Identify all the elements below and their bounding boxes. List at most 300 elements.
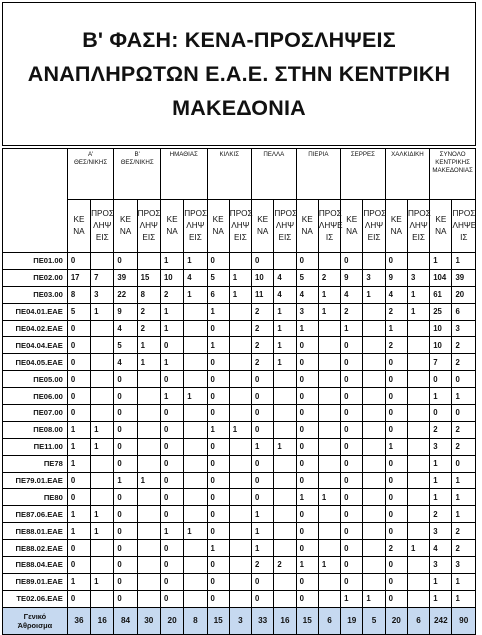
proslipseis-cell bbox=[184, 489, 207, 506]
kena-cell: 0 bbox=[385, 523, 407, 540]
kena-cell: 0 bbox=[114, 523, 137, 540]
region-name: ΠΕΛΛΑ bbox=[263, 151, 285, 158]
proslipseis-cell: 1 bbox=[363, 286, 385, 303]
proslipseis-cell: 4 bbox=[274, 269, 296, 286]
proslipseis-cell bbox=[229, 405, 251, 422]
proslipseis-cell: 1 bbox=[452, 388, 476, 405]
proslipseis-cell: 1 bbox=[137, 354, 160, 371]
region-name: ΗΜΑΘΙΑΣ bbox=[169, 151, 198, 158]
specialty-code: ΠΕ05.00 bbox=[3, 371, 68, 388]
total-row bbox=[3, 607, 476, 634]
kena-cell: 0 bbox=[160, 421, 183, 438]
region-header bbox=[114, 149, 161, 200]
subheader-text: ΕΙΣ bbox=[234, 233, 247, 242]
kena-cell: 1 bbox=[160, 303, 183, 320]
proslipseis-cell bbox=[318, 253, 340, 270]
document-sheet bbox=[2, 2, 476, 635]
kena-cell: 1 bbox=[67, 523, 90, 540]
proslipseis-cell bbox=[184, 455, 207, 472]
kena-header bbox=[430, 200, 452, 253]
specialty-code: ΠΕ11.00 bbox=[3, 438, 68, 455]
subheader-text: ΝΑ bbox=[119, 227, 132, 236]
table-row bbox=[3, 286, 476, 303]
table-row bbox=[3, 421, 476, 438]
kena-cell: 8 bbox=[67, 286, 90, 303]
proslipseis-cell: 1 bbox=[274, 354, 296, 371]
kena-cell: 0 bbox=[160, 438, 183, 455]
kena-cell: 0 bbox=[385, 253, 407, 270]
proslipseis-cell bbox=[91, 371, 114, 388]
proslipseis-cell bbox=[229, 455, 251, 472]
kena-cell: 0 bbox=[160, 573, 183, 590]
proslipseis-cell bbox=[407, 489, 429, 506]
kena-cell: 4 bbox=[341, 286, 363, 303]
proslipseis-cell: 3 bbox=[452, 320, 476, 337]
kena-cell: 0 bbox=[296, 455, 318, 472]
kena-cell: 0 bbox=[385, 472, 407, 489]
proslipseis-cell bbox=[229, 590, 251, 607]
proslipseis-cell: 2 bbox=[452, 421, 476, 438]
subheader-text: ΛΗΨ bbox=[231, 221, 250, 230]
proslipseis-cell bbox=[274, 421, 296, 438]
proslipseis-cell: 2 bbox=[452, 438, 476, 455]
proslipseis-cell bbox=[318, 590, 340, 607]
region-name: ΚΙΛΚΙΣ bbox=[219, 151, 240, 158]
subheader-text: ΠΡΟΣ bbox=[229, 209, 253, 218]
kena-cell: 0 bbox=[341, 573, 363, 590]
subheader-text: ΝΑ bbox=[435, 227, 447, 236]
kena-cell: 0 bbox=[160, 590, 183, 607]
proslipseis-cell: 3 bbox=[407, 269, 429, 286]
kena-cell: 0 bbox=[341, 421, 363, 438]
kena-cell: 0 bbox=[160, 405, 183, 422]
region-header bbox=[430, 149, 476, 200]
subheader-text: ΕΙΣ bbox=[188, 233, 202, 242]
kena-cell: 0 bbox=[341, 523, 363, 540]
proslipseis-cell: 1 bbox=[91, 506, 114, 523]
proslipseis-cell bbox=[274, 590, 296, 607]
proslipseis-cell: 1 bbox=[407, 303, 429, 320]
kena-cell: 1 bbox=[385, 320, 407, 337]
kena-cell: 0 bbox=[385, 557, 407, 574]
proslipseis-cell bbox=[184, 506, 207, 523]
proslipseis-cell bbox=[184, 438, 207, 455]
subheader-text: ΝΑ bbox=[346, 227, 358, 236]
subheader-text: ΕΙΣ bbox=[142, 233, 156, 242]
kena-cell: 1 bbox=[341, 590, 363, 607]
kena-cell: 0 bbox=[296, 354, 318, 371]
proslipseis-cell bbox=[274, 455, 296, 472]
kena-cell: 0 bbox=[114, 405, 137, 422]
proslipseis-cell bbox=[363, 455, 385, 472]
proslipseis-cell: 1 bbox=[452, 253, 476, 270]
kena-cell: 10 bbox=[430, 320, 452, 337]
kena-cell: 3 bbox=[430, 557, 452, 574]
kena-cell: 0 bbox=[207, 405, 229, 422]
kena-cell: 0 bbox=[207, 506, 229, 523]
proslipseis-cell bbox=[318, 354, 340, 371]
proslipseis-cell: 1 bbox=[452, 506, 476, 523]
kena-cell: 0 bbox=[341, 354, 363, 371]
proslipseis-cell bbox=[229, 438, 251, 455]
proslipseis-cell bbox=[274, 405, 296, 422]
proslipseis-cell: 2 bbox=[452, 337, 476, 354]
specialty-code: ΠΕ04.01.ΕΑΕ bbox=[3, 303, 68, 320]
kena-cell: 3 bbox=[430, 523, 452, 540]
region-name: ΧΑΛΚΙΔΙΚΗ bbox=[391, 151, 424, 158]
kena-cell: 2 bbox=[385, 303, 407, 320]
kena-cell: 0 bbox=[252, 455, 274, 472]
kena-cell: 1 bbox=[430, 573, 452, 590]
kena-cell: 0 bbox=[207, 523, 229, 540]
table-row bbox=[3, 506, 476, 523]
subheader-text: ΕΙΣ bbox=[278, 233, 292, 242]
proslipseis-cell: 1 bbox=[229, 286, 251, 303]
region-name: Β' bbox=[134, 151, 140, 158]
proslipseis-cell bbox=[229, 320, 251, 337]
specialty-code: ΠΕ08.00 bbox=[3, 421, 68, 438]
specialty-code: ΠΕ04.04.ΕΑΕ bbox=[3, 337, 68, 354]
kena-cell: 1 bbox=[67, 455, 90, 472]
proslipseis-cell: 20 bbox=[452, 286, 476, 303]
region-name: ΣΥΝΟΛΟ bbox=[439, 151, 466, 158]
kena-cell: 0 bbox=[296, 573, 318, 590]
proslipseis-cell: 0 bbox=[452, 371, 476, 388]
subheader-text: ΠΡΟΣ bbox=[91, 209, 114, 218]
proslipseis-cell bbox=[363, 388, 385, 405]
kena-header bbox=[296, 200, 318, 253]
kena-cell: 0 bbox=[296, 388, 318, 405]
subheader-text: ΛΗΨΕ bbox=[452, 221, 477, 230]
kena-cell: 1 bbox=[160, 523, 183, 540]
region-name: ΣΕΡΡΕΣ bbox=[350, 151, 375, 158]
total-proslipseis-cell: 5 bbox=[363, 607, 385, 634]
kena-cell: 1 bbox=[67, 438, 90, 455]
proslipseis-cell bbox=[318, 405, 340, 422]
total-proslipseis-cell: 8 bbox=[184, 607, 207, 634]
kena-cell: 0 bbox=[114, 573, 137, 590]
kena-cell: 1 bbox=[252, 438, 274, 455]
specialty-code: ΠΕ03.00 bbox=[3, 286, 68, 303]
total-kena-cell: 33 bbox=[252, 607, 274, 634]
kena-cell: 25 bbox=[430, 303, 452, 320]
proslipseis-cell: 3 bbox=[452, 557, 476, 574]
kena-cell: 0 bbox=[207, 590, 229, 607]
kena-cell: 104 bbox=[430, 269, 452, 286]
kena-cell: 1 bbox=[296, 557, 318, 574]
proslipseis-cell bbox=[229, 303, 251, 320]
specialty-code: ΠΕ02.00 bbox=[3, 269, 68, 286]
kena-header bbox=[252, 200, 274, 253]
kena-cell: 10 bbox=[160, 269, 183, 286]
table-row bbox=[3, 320, 476, 337]
proslipseis-cell bbox=[184, 354, 207, 371]
subheader-text: ΛΗΨ bbox=[93, 221, 112, 230]
proslipseis-cell bbox=[137, 557, 160, 574]
kena-cell: 0 bbox=[341, 540, 363, 557]
subheader-text: ΛΗΨ bbox=[409, 221, 428, 230]
kena-cell: 0 bbox=[296, 253, 318, 270]
title-line-2: ΑΝΑΠΛΗΡΩΤΩΝ Ε.Α.Ε. ΣΤΗΝ ΚΕΝΤΡΙΚΗ bbox=[27, 62, 451, 86]
proslipseis-cell: 1 bbox=[274, 303, 296, 320]
title-box bbox=[2, 2, 476, 146]
proslipseis-cell bbox=[318, 540, 340, 557]
proslipseis-cell bbox=[274, 573, 296, 590]
subheader-text: ΛΗΨ bbox=[139, 221, 158, 230]
proslipseis-cell bbox=[318, 388, 340, 405]
proslipseis-cell bbox=[184, 371, 207, 388]
total-kena-cell: 20 bbox=[160, 607, 183, 634]
kena-cell: 0 bbox=[160, 489, 183, 506]
kena-cell: 0 bbox=[114, 438, 137, 455]
proslipseis-cell bbox=[318, 438, 340, 455]
proslipseis-cell bbox=[137, 421, 160, 438]
proslipseis-cell bbox=[318, 506, 340, 523]
kena-cell: 0 bbox=[114, 253, 137, 270]
kena-cell: 0 bbox=[385, 590, 407, 607]
kena-cell: 0 bbox=[67, 354, 90, 371]
table-row bbox=[3, 489, 476, 506]
proslipseis-cell bbox=[274, 506, 296, 523]
kena-cell: 0 bbox=[385, 388, 407, 405]
kena-cell: 0 bbox=[296, 523, 318, 540]
proslipseis-cell bbox=[229, 354, 251, 371]
proslipseis-cell: 1 bbox=[407, 540, 429, 557]
kena-cell: 3 bbox=[430, 438, 452, 455]
total-proslipseis-cell: 16 bbox=[274, 607, 296, 634]
kena-cell: 0 bbox=[114, 371, 137, 388]
corner-cell bbox=[3, 149, 68, 200]
kena-cell: 1 bbox=[207, 421, 229, 438]
kena-header bbox=[341, 200, 363, 253]
kena-cell: 2 bbox=[385, 540, 407, 557]
table-body bbox=[3, 253, 476, 635]
kena-cell: 0 bbox=[385, 573, 407, 590]
kena-header bbox=[67, 200, 90, 253]
proslipseis-cell: 2 bbox=[137, 303, 160, 320]
table-row bbox=[3, 269, 476, 286]
kena-cell: 10 bbox=[430, 337, 452, 354]
kena-cell: 2 bbox=[252, 337, 274, 354]
kena-cell: 0 bbox=[252, 472, 274, 489]
kena-cell: 2 bbox=[252, 557, 274, 574]
proslipseis-header bbox=[363, 200, 385, 253]
proslipseis-cell bbox=[363, 371, 385, 388]
proslipseis-cell: 3 bbox=[363, 269, 385, 286]
proslipseis-header bbox=[91, 200, 114, 253]
proslipseis-cell bbox=[91, 337, 114, 354]
subheader-text: ΝΑ bbox=[212, 227, 224, 236]
specialty-code: ΠΕ88.02.ΕΑΕ bbox=[3, 540, 68, 557]
proslipseis-cell bbox=[229, 540, 251, 557]
kena-cell: 0 bbox=[114, 557, 137, 574]
proslipseis-cell bbox=[229, 388, 251, 405]
title-line-3: ΜΑΚΕΔΟΝΙΑ bbox=[172, 96, 306, 120]
kena-cell: 0 bbox=[341, 455, 363, 472]
proslipseis-cell: 2 bbox=[137, 320, 160, 337]
kena-cell: 1 bbox=[67, 506, 90, 523]
kena-cell: 0 bbox=[114, 489, 137, 506]
subheader-text: ΕΙΣ bbox=[367, 233, 381, 242]
proslipseis-cell: 1 bbox=[184, 286, 207, 303]
kena-cell: 0 bbox=[341, 506, 363, 523]
proslipseis-cell bbox=[137, 573, 160, 590]
proslipseis-cell: 2 bbox=[452, 540, 476, 557]
kena-cell: 0 bbox=[207, 472, 229, 489]
region-header bbox=[252, 149, 297, 200]
kena-cell: 0 bbox=[341, 438, 363, 455]
kena-cell: 1 bbox=[114, 472, 137, 489]
subheader-text: ΠΡΟΣ bbox=[407, 209, 431, 218]
kena-cell: 9 bbox=[341, 269, 363, 286]
region-name-2: ΚΕΝΤΡΙΚΗΣ ΜΑΚΕΔΟΝΙΑΣ bbox=[432, 159, 473, 174]
table-row bbox=[3, 354, 476, 371]
kena-cell: 1 bbox=[430, 489, 452, 506]
kena-cell: 1 bbox=[207, 303, 229, 320]
proslipseis-header bbox=[452, 200, 476, 253]
kena-cell: 0 bbox=[385, 421, 407, 438]
proslipseis-header bbox=[274, 200, 296, 253]
proslipseis-cell: 1 bbox=[318, 286, 340, 303]
kena-cell: 0 bbox=[67, 388, 90, 405]
kena-cell: 2 bbox=[341, 303, 363, 320]
kena-cell: 0 bbox=[207, 354, 229, 371]
proslipseis-cell bbox=[274, 371, 296, 388]
kena-cell: 2 bbox=[252, 303, 274, 320]
subheader-text: ΚΕ bbox=[346, 215, 358, 224]
proslipseis-cell bbox=[184, 590, 207, 607]
total-proslipseis-cell: 6 bbox=[407, 607, 429, 634]
total-proslipseis-cell: 16 bbox=[91, 607, 114, 634]
proslipseis-cell bbox=[363, 320, 385, 337]
kena-cell: 5 bbox=[296, 269, 318, 286]
proslipseis-cell bbox=[184, 337, 207, 354]
kena-cell: 1 bbox=[252, 540, 274, 557]
subheader-text: ΝΑ bbox=[256, 227, 269, 236]
kena-cell: 2 bbox=[160, 286, 183, 303]
kena-cell: 0 bbox=[207, 557, 229, 574]
proslipseis-cell bbox=[91, 540, 114, 557]
proslipseis-cell bbox=[229, 506, 251, 523]
proslipseis-cell bbox=[363, 421, 385, 438]
proslipseis-cell bbox=[407, 557, 429, 574]
kena-cell: 1 bbox=[430, 388, 452, 405]
proslipseis-cell: 1 bbox=[318, 557, 340, 574]
proslipseis-header bbox=[184, 200, 207, 253]
proslipseis-cell bbox=[184, 303, 207, 320]
proslipseis-cell bbox=[229, 523, 251, 540]
proslipseis-cell bbox=[91, 557, 114, 574]
total-label-line: Άθροισμα bbox=[17, 620, 53, 630]
subheader-text: ΕΙΣ bbox=[412, 233, 425, 242]
subheader-text: ΚΕ bbox=[257, 215, 269, 224]
subheader-text: ΝΑ bbox=[301, 227, 313, 236]
proslipseis-cell bbox=[91, 320, 114, 337]
kena-cell: 0 bbox=[207, 455, 229, 472]
kena-cell: 0 bbox=[296, 337, 318, 354]
subheader-text: ΚΕ bbox=[212, 215, 224, 224]
total-proslipseis-cell: 30 bbox=[137, 607, 160, 634]
proslipseis-cell: 2 bbox=[274, 557, 296, 574]
kena-cell: 7 bbox=[430, 354, 452, 371]
subheader-text: ΠΡΟΣ bbox=[452, 209, 476, 218]
proslipseis-cell bbox=[363, 557, 385, 574]
region-header-row bbox=[3, 149, 476, 200]
proslipseis-cell bbox=[91, 388, 114, 405]
proslipseis-cell: 0 bbox=[452, 405, 476, 422]
kena-cell: 4 bbox=[114, 320, 137, 337]
proslipseis-cell bbox=[91, 253, 114, 270]
specialty-code: ΠΕ89.01.ΕΑΕ bbox=[3, 573, 68, 590]
subheader-text: ΚΕ bbox=[435, 215, 447, 224]
proslipseis-cell bbox=[229, 573, 251, 590]
subheader-text: ΠΡΟΣ bbox=[318, 209, 342, 218]
proslipseis-cell bbox=[318, 472, 340, 489]
region-header bbox=[341, 149, 386, 200]
kena-cell: 0 bbox=[114, 388, 137, 405]
kena-cell: 0 bbox=[67, 253, 90, 270]
proslipseis-cell bbox=[407, 455, 429, 472]
proslipseis-cell: 1 bbox=[137, 472, 160, 489]
specialty-code: ΠΕ06.00 bbox=[3, 388, 68, 405]
kena-cell: 1 bbox=[207, 337, 229, 354]
subheader-text: ΕΙΣ bbox=[95, 233, 109, 242]
proslipseis-cell bbox=[184, 320, 207, 337]
proslipseis-cell: 1 bbox=[137, 337, 160, 354]
proslipseis-cell bbox=[363, 405, 385, 422]
subheader-text: ΝΑ bbox=[390, 227, 402, 236]
kena-cell: 0 bbox=[341, 405, 363, 422]
proslipseis-cell bbox=[137, 253, 160, 270]
proslipseis-cell: 0 bbox=[452, 455, 476, 472]
kena-cell: 0 bbox=[252, 590, 274, 607]
subheader-text: ΛΗΨ bbox=[186, 221, 205, 230]
table-row bbox=[3, 523, 476, 540]
proslipseis-cell bbox=[137, 371, 160, 388]
proslipseis-cell: 1 bbox=[184, 253, 207, 270]
proslipseis-cell bbox=[274, 253, 296, 270]
total-kena-cell: 36 bbox=[67, 607, 90, 634]
subheader-text: ΚΕ bbox=[166, 215, 178, 224]
kena-cell: 0 bbox=[430, 371, 452, 388]
specialty-code: ΠΕ07.00 bbox=[3, 405, 68, 422]
region-name: Α' bbox=[87, 151, 94, 158]
kena-cell: 3 bbox=[296, 303, 318, 320]
total-kena-cell: 242 bbox=[430, 607, 452, 634]
kena-cell: 0 bbox=[385, 455, 407, 472]
specialty-code: ΠΕ87.06.ΕΑΕ bbox=[3, 506, 68, 523]
proslipseis-cell bbox=[274, 540, 296, 557]
subheader-text: ΙΣ bbox=[460, 233, 468, 242]
kena-cell: 1 bbox=[160, 388, 183, 405]
kena-cell: 11 bbox=[252, 286, 274, 303]
proslipseis-cell: 4 bbox=[274, 286, 296, 303]
kena-cell: 0 bbox=[160, 540, 183, 557]
proslipseis-cell bbox=[184, 421, 207, 438]
kena-cell: 0 bbox=[296, 472, 318, 489]
subheader-text: ΠΡΟΣ bbox=[363, 209, 387, 218]
kena-cell: 1 bbox=[160, 354, 183, 371]
proslipseis-cell: 1 bbox=[91, 438, 114, 455]
proslipseis-cell bbox=[318, 421, 340, 438]
kena-cell: 0 bbox=[160, 557, 183, 574]
kena-cell: 0 bbox=[385, 405, 407, 422]
proslipseis-cell: 1 bbox=[274, 337, 296, 354]
kena-cell: 0 bbox=[252, 253, 274, 270]
specialty-code: ΠΕ01.00 bbox=[3, 253, 68, 270]
kena-cell: 4 bbox=[385, 286, 407, 303]
subheader-text: ΠΡΟΣ bbox=[137, 209, 161, 218]
